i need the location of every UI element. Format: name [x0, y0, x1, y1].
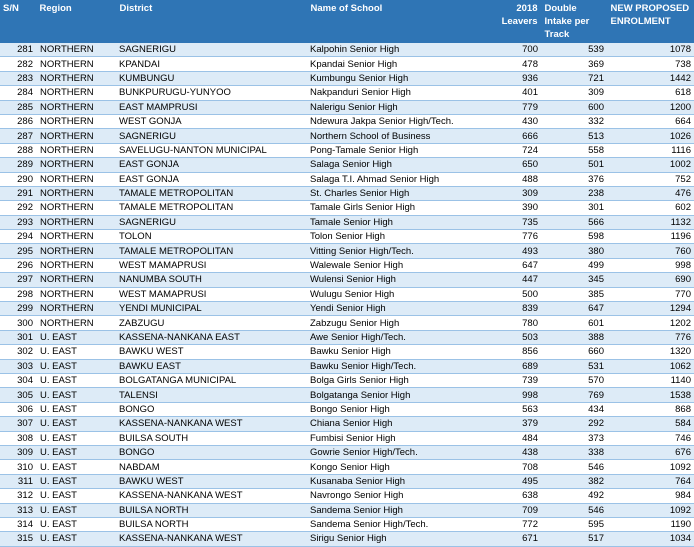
cell-school: Vitting Senior High/Tech.: [307, 244, 493, 258]
cell-district: WEST MAMAPRUSI: [116, 258, 307, 272]
table-row: [0, 215, 694, 229]
cell-leavers: 671: [493, 532, 541, 546]
cell-leavers: 772: [493, 517, 541, 531]
cell-sn: 285: [0, 100, 36, 114]
cell-enrolment: 690: [607, 273, 694, 287]
cell-district: BAWKU WEST: [116, 474, 307, 488]
table-row: [0, 244, 694, 258]
cell-sn: 292: [0, 201, 36, 215]
cell-sn: 291: [0, 186, 36, 200]
cell-district: KASSENA-NANKANA EAST: [116, 330, 307, 344]
cell-sn: 286: [0, 114, 36, 128]
cell-leavers: 447: [493, 273, 541, 287]
cell-school: Bolgatanga Senior High: [307, 388, 493, 402]
cell-region: NORTHERN: [36, 258, 116, 272]
cell-enrolment: 1078: [607, 43, 694, 57]
cell-school: Sandema Senior High: [307, 503, 493, 517]
cell-enrolment: 1002: [607, 158, 694, 172]
cell-region: NORTHERN: [36, 143, 116, 157]
table-row: [0, 445, 694, 459]
table-row: [0, 129, 694, 143]
cell-school: Nalerigu Senior High: [307, 100, 493, 114]
cell-enrolment: 746: [607, 431, 694, 445]
cell-intake: 570: [541, 373, 607, 387]
cell-school: Kumbungu Senior High: [307, 71, 493, 85]
cell-sn: 293: [0, 215, 36, 229]
cell-sn: 312: [0, 489, 36, 503]
cell-leavers: 563: [493, 402, 541, 416]
cell-intake: 292: [541, 417, 607, 431]
cell-region: NORTHERN: [36, 114, 116, 128]
table-row: [0, 230, 694, 244]
cell-enrolment: 770: [607, 287, 694, 301]
cell-district: BUILSA NORTH: [116, 503, 307, 517]
cell-enrolment: 738: [607, 57, 694, 71]
cell-district: BUILSA NORTH: [116, 517, 307, 531]
cell-leavers: 493: [493, 244, 541, 258]
cell-region: NORTHERN: [36, 129, 116, 143]
cell-school: Nakpanduri Senior High: [307, 86, 493, 100]
table-row: [0, 388, 694, 402]
table-row: [0, 43, 694, 57]
cell-region: NORTHERN: [36, 86, 116, 100]
cell-region: NORTHERN: [36, 215, 116, 229]
cell-school: Navrongo Senior High: [307, 489, 493, 503]
cell-enrolment: 664: [607, 114, 694, 128]
table-row: [0, 402, 694, 416]
table-row: [0, 431, 694, 445]
table-row: [0, 57, 694, 71]
cell-leavers: 488: [493, 172, 541, 186]
cell-sn: 299: [0, 302, 36, 316]
cell-district: SAGNERIGU: [116, 43, 307, 57]
cell-school: Zabzugu Senior High: [307, 316, 493, 330]
cell-enrolment: 584: [607, 417, 694, 431]
cell-leavers: 856: [493, 345, 541, 359]
cell-intake: 595: [541, 517, 607, 531]
cell-enrolment: 998: [607, 258, 694, 272]
table-row: [0, 517, 694, 531]
cell-enrolment: 1196: [607, 230, 694, 244]
cell-region: U. EAST: [36, 330, 116, 344]
cell-leavers: 708: [493, 460, 541, 474]
cell-leavers: 689: [493, 359, 541, 373]
cell-region: NORTHERN: [36, 316, 116, 330]
cell-sn: 305: [0, 388, 36, 402]
cell-school: Bawku Senior High/Tech.: [307, 359, 493, 373]
cell-enrolment: 1200: [607, 100, 694, 114]
table-row: [0, 417, 694, 431]
cell-region: U. EAST: [36, 489, 116, 503]
cell-school: Bolga Girls Senior High: [307, 373, 493, 387]
cell-intake: 385: [541, 287, 607, 301]
cell-enrolment: 602: [607, 201, 694, 215]
header-row: [0, 0, 694, 43]
header-region: Region: [36, 0, 116, 43]
cell-enrolment: 1320: [607, 345, 694, 359]
table-row: [0, 474, 694, 488]
cell-sn: 283: [0, 71, 36, 85]
cell-district: SAGNERIGU: [116, 215, 307, 229]
cell-district: NANUMBA SOUTH: [116, 273, 307, 287]
cell-enrolment: 776: [607, 330, 694, 344]
cell-district: BOLGATANGA MUNICIPAL: [116, 373, 307, 387]
cell-region: U. EAST: [36, 417, 116, 431]
cell-school: Kpandai Senior High: [307, 57, 493, 71]
header-school: Name of School: [307, 0, 493, 43]
cell-sn: 282: [0, 57, 36, 71]
cell-district: KASSENA-NANKANA WEST: [116, 489, 307, 503]
cell-intake: 546: [541, 503, 607, 517]
table-row: [0, 201, 694, 215]
cell-school: Salaga Senior High: [307, 158, 493, 172]
cell-intake: 499: [541, 258, 607, 272]
cell-district: KPANDAI: [116, 57, 307, 71]
table-row: [0, 100, 694, 114]
cell-school: Awe Senior High/Tech.: [307, 330, 493, 344]
cell-leavers: 401: [493, 86, 541, 100]
cell-region: U. EAST: [36, 431, 116, 445]
cell-leavers: 390: [493, 201, 541, 215]
cell-district: EAST GONJA: [116, 158, 307, 172]
table-row: [0, 143, 694, 157]
cell-enrolment: 1132: [607, 215, 694, 229]
cell-school: Yendi Senior High: [307, 302, 493, 316]
cell-intake: 558: [541, 143, 607, 157]
cell-leavers: 478: [493, 57, 541, 71]
cell-district: TAMALE METROPOLITAN: [116, 244, 307, 258]
cell-leavers: 666: [493, 129, 541, 143]
cell-enrolment: 476: [607, 186, 694, 200]
table-row: [0, 71, 694, 85]
cell-sn: 303: [0, 359, 36, 373]
cell-intake: 769: [541, 388, 607, 402]
cell-sn: 308: [0, 431, 36, 445]
cell-region: NORTHERN: [36, 201, 116, 215]
header-enrolment: NEW PROPOSED ENROLMENT: [607, 0, 694, 43]
cell-leavers: 379: [493, 417, 541, 431]
table-row: [0, 287, 694, 301]
cell-district: BONGO: [116, 402, 307, 416]
cell-intake: 388: [541, 330, 607, 344]
table-row: [0, 172, 694, 186]
cell-district: BONGO: [116, 445, 307, 459]
cell-school: Bongo Senior High: [307, 402, 493, 416]
table-row: [0, 316, 694, 330]
cell-region: NORTHERN: [36, 100, 116, 114]
header-sn: S/N: [0, 0, 36, 43]
cell-school: Fumbisi Senior High: [307, 431, 493, 445]
cell-intake: 600: [541, 100, 607, 114]
cell-enrolment: 1294: [607, 302, 694, 316]
cell-leavers: 500: [493, 287, 541, 301]
cell-intake: 492: [541, 489, 607, 503]
cell-leavers: 700: [493, 43, 541, 57]
cell-region: U. EAST: [36, 402, 116, 416]
cell-district: BUNKPURUGU-YUNYOO: [116, 86, 307, 100]
cell-region: NORTHERN: [36, 302, 116, 316]
cell-leavers: 484: [493, 431, 541, 445]
cell-sn: 295: [0, 244, 36, 258]
table-row: [0, 373, 694, 387]
cell-sn: 307: [0, 417, 36, 431]
table-row: [0, 114, 694, 128]
cell-school: St. Charles Senior High: [307, 186, 493, 200]
cell-leavers: 309: [493, 186, 541, 200]
cell-enrolment: 1202: [607, 316, 694, 330]
cell-district: WEST GONJA: [116, 114, 307, 128]
cell-enrolment: 752: [607, 172, 694, 186]
cell-sn: 302: [0, 345, 36, 359]
cell-region: U. EAST: [36, 474, 116, 488]
cell-intake: 546: [541, 460, 607, 474]
cell-district: NABDAM: [116, 460, 307, 474]
cell-intake: 660: [541, 345, 607, 359]
cell-sn: 287: [0, 129, 36, 143]
cell-school: Northern School of Business: [307, 129, 493, 143]
table-row: [0, 532, 694, 546]
cell-intake: 721: [541, 71, 607, 85]
table-row: [0, 359, 694, 373]
cell-enrolment: 984: [607, 489, 694, 503]
cell-district: TAMALE METROPOLITAN: [116, 186, 307, 200]
cell-sn: 297: [0, 273, 36, 287]
cell-intake: 647: [541, 302, 607, 316]
cell-leavers: 776: [493, 230, 541, 244]
cell-region: NORTHERN: [36, 158, 116, 172]
cell-sn: 298: [0, 287, 36, 301]
table-row: [0, 258, 694, 272]
cell-district: TAMALE METROPOLITAN: [116, 201, 307, 215]
cell-leavers: 709: [493, 503, 541, 517]
cell-district: EAST MAMPRUSI: [116, 100, 307, 114]
cell-intake: 517: [541, 532, 607, 546]
cell-leavers: 650: [493, 158, 541, 172]
cell-region: NORTHERN: [36, 43, 116, 57]
cell-region: U. EAST: [36, 388, 116, 402]
cell-leavers: 647: [493, 258, 541, 272]
cell-region: U. EAST: [36, 445, 116, 459]
cell-sn: 288: [0, 143, 36, 157]
header-leavers: 2018 Leavers: [493, 0, 541, 43]
cell-enrolment: 1538: [607, 388, 694, 402]
cell-district: ZABZUGU: [116, 316, 307, 330]
cell-intake: 345: [541, 273, 607, 287]
cell-school: Tamale Senior High: [307, 215, 493, 229]
cell-sn: 310: [0, 460, 36, 474]
cell-intake: 531: [541, 359, 607, 373]
cell-sn: 300: [0, 316, 36, 330]
cell-school: Wulensi Senior High: [307, 273, 493, 287]
cell-district: TALENSI: [116, 388, 307, 402]
cell-school: Tamale Girls Senior High: [307, 201, 493, 215]
cell-region: NORTHERN: [36, 230, 116, 244]
cell-enrolment: 764: [607, 474, 694, 488]
cell-region: NORTHERN: [36, 71, 116, 85]
cell-intake: 301: [541, 201, 607, 215]
cell-region: U. EAST: [36, 532, 116, 546]
cell-sn: 306: [0, 402, 36, 416]
cell-region: NORTHERN: [36, 273, 116, 287]
cell-leavers: 998: [493, 388, 541, 402]
cell-district: EAST GONJA: [116, 172, 307, 186]
header-district: District: [116, 0, 307, 43]
cell-leavers: 780: [493, 316, 541, 330]
cell-sn: 296: [0, 258, 36, 272]
cell-sn: 281: [0, 43, 36, 57]
cell-school: Kusanaba Senior High: [307, 474, 493, 488]
cell-intake: 309: [541, 86, 607, 100]
cell-sn: 311: [0, 474, 36, 488]
cell-intake: 380: [541, 244, 607, 258]
table-row: [0, 273, 694, 287]
cell-enrolment: 760: [607, 244, 694, 258]
cell-enrolment: 1140: [607, 373, 694, 387]
cell-intake: 539: [541, 43, 607, 57]
cell-school: Chiana Senior High: [307, 417, 493, 431]
cell-region: NORTHERN: [36, 172, 116, 186]
cell-district: KUMBUNGU: [116, 71, 307, 85]
cell-region: U. EAST: [36, 460, 116, 474]
cell-school: Bawku Senior High: [307, 345, 493, 359]
cell-enrolment: 618: [607, 86, 694, 100]
cell-district: BUILSA SOUTH: [116, 431, 307, 445]
table-row: [0, 503, 694, 517]
cell-sn: 301: [0, 330, 36, 344]
cell-sn: 290: [0, 172, 36, 186]
table-row: [0, 489, 694, 503]
cell-enrolment: 676: [607, 445, 694, 459]
cell-leavers: 739: [493, 373, 541, 387]
cell-region: U. EAST: [36, 373, 116, 387]
cell-intake: 332: [541, 114, 607, 128]
cell-region: NORTHERN: [36, 57, 116, 71]
cell-school: Gowrie Senior High/Tech.: [307, 445, 493, 459]
table-row: [0, 330, 694, 344]
cell-intake: 566: [541, 215, 607, 229]
cell-district: KASSENA-NANKANA WEST: [116, 532, 307, 546]
cell-region: U. EAST: [36, 345, 116, 359]
cell-sn: 289: [0, 158, 36, 172]
cell-intake: 238: [541, 186, 607, 200]
cell-district: KASSENA-NANKANA WEST: [116, 417, 307, 431]
cell-intake: 369: [541, 57, 607, 71]
table-row: [0, 186, 694, 200]
cell-district: SAVELUGU-NANTON MUNICIPAL: [116, 143, 307, 157]
cell-sn: 313: [0, 503, 36, 517]
cell-region: U. EAST: [36, 517, 116, 531]
cell-district: SAGNERIGU: [116, 129, 307, 143]
cell-school: Sirigu Senior High: [307, 532, 493, 546]
cell-leavers: 779: [493, 100, 541, 114]
cell-intake: 501: [541, 158, 607, 172]
cell-enrolment: 1190: [607, 517, 694, 531]
cell-district: BAWKU EAST: [116, 359, 307, 373]
cell-region: NORTHERN: [36, 186, 116, 200]
cell-district: YENDI MUNICIPAL: [116, 302, 307, 316]
cell-intake: 434: [541, 402, 607, 416]
table-body: [0, 43, 694, 546]
cell-enrolment: 1062: [607, 359, 694, 373]
cell-sn: 315: [0, 532, 36, 546]
cell-leavers: 638: [493, 489, 541, 503]
cell-intake: 338: [541, 445, 607, 459]
cell-leavers: 839: [493, 302, 541, 316]
cell-sn: 309: [0, 445, 36, 459]
cell-school: Sandema Senior High/Tech.: [307, 517, 493, 531]
cell-leavers: 438: [493, 445, 541, 459]
cell-enrolment: 1442: [607, 71, 694, 85]
cell-intake: 376: [541, 172, 607, 186]
cell-enrolment: 1116: [607, 143, 694, 157]
cell-enrolment: 1034: [607, 532, 694, 546]
cell-region: NORTHERN: [36, 244, 116, 258]
cell-region: U. EAST: [36, 359, 116, 373]
cell-intake: 598: [541, 230, 607, 244]
cell-district: TOLON: [116, 230, 307, 244]
cell-enrolment: 1026: [607, 129, 694, 143]
cell-leavers: 430: [493, 114, 541, 128]
cell-region: NORTHERN: [36, 287, 116, 301]
cell-leavers: 936: [493, 71, 541, 85]
table-row: [0, 86, 694, 100]
table-row: [0, 302, 694, 316]
cell-enrolment: 868: [607, 402, 694, 416]
cell-enrolment: 1092: [607, 460, 694, 474]
cell-school: Wulugu Senior High: [307, 287, 493, 301]
cell-leavers: 503: [493, 330, 541, 344]
cell-intake: 601: [541, 316, 607, 330]
cell-leavers: 735: [493, 215, 541, 229]
cell-school: Walewale Senior High: [307, 258, 493, 272]
cell-school: Kalpohin Senior High: [307, 43, 493, 57]
cell-district: BAWKU WEST: [116, 345, 307, 359]
cell-school: Ndewura Jakpa Senior High/Tech.: [307, 114, 493, 128]
cell-sn: 284: [0, 86, 36, 100]
cell-enrolment: 1092: [607, 503, 694, 517]
cell-intake: 382: [541, 474, 607, 488]
cell-school: Kongo Senior High: [307, 460, 493, 474]
cell-leavers: 724: [493, 143, 541, 157]
cell-leavers: 495: [493, 474, 541, 488]
cell-sn: 304: [0, 373, 36, 387]
cell-intake: 373: [541, 431, 607, 445]
cell-school: Tolon Senior High: [307, 230, 493, 244]
cell-sn: 294: [0, 230, 36, 244]
header-intake: Double Intake per Track: [541, 0, 607, 43]
cell-region: U. EAST: [36, 503, 116, 517]
cell-school: Pong-Tamale Senior High: [307, 143, 493, 157]
cell-district: WEST MAMAPRUSI: [116, 287, 307, 301]
cell-intake: 513: [541, 129, 607, 143]
cell-sn: 314: [0, 517, 36, 531]
table-row: [0, 158, 694, 172]
table-row: [0, 345, 694, 359]
cell-school: Salaga T.I. Ahmad Senior High: [307, 172, 493, 186]
table-row: [0, 460, 694, 474]
